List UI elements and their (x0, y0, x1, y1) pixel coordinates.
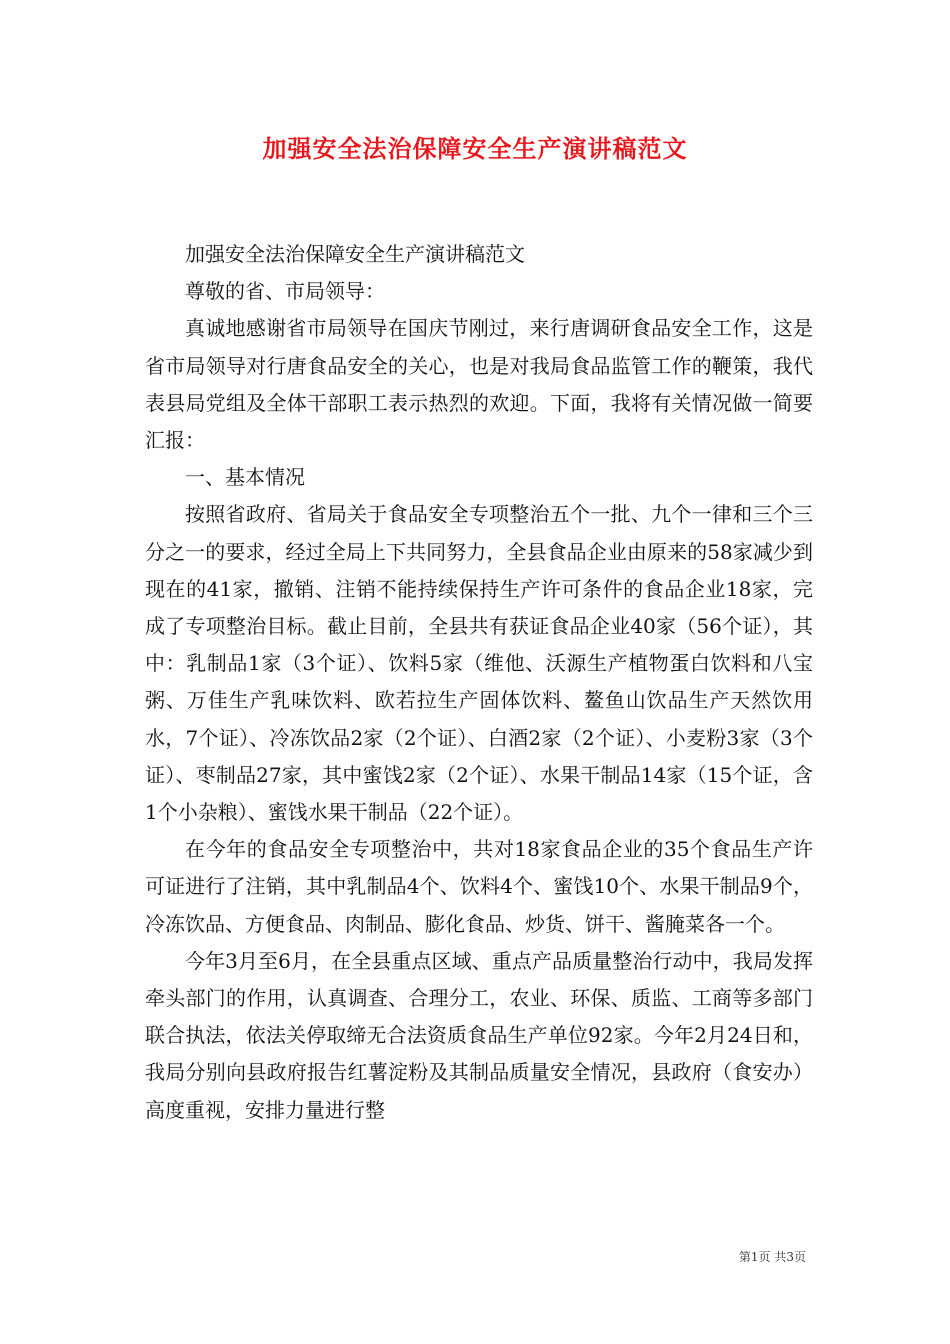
body-paragraph: 今年3月至6月，在全县重点区域、重点产品质量整治行动中，我局发挥牵头部门的作用，认真调查、合理分工，农业、环保、质监、工商等多部门联合执法，依法关停取缔无合法资质食品生产单位92家。今年2月24日和，我局分别向县政府报告红薯淀粉及其制品质量安全情况，县政府（食安办）高度重视，安排力量进行整 (145, 948, 813, 1122)
body-paragraph: 真诚地感谢省市局领导在国庆节刚过，来行唐调研食品安全工作，这是省市局领导对行唐食品安全的关心，也是对我局食品监管工作的鞭策，我代表县局党组及全体干部职工表示热烈的欢迎。下面，我将有关情况做一简要汇报： (145, 316, 813, 453)
page-title: 加强安全法治保障安全生产演讲稿范文 (262, 134, 688, 163)
body-paragraph-heading: 加强安全法治保障安全生产演讲稿范文 (185, 242, 525, 266)
page-number-footer: 第1页 共3页 (738, 1250, 806, 1264)
body-paragraph: 按照省政府、省局关于食品安全专项整治五个一批、九个一律和三个三分之一的要求，经过全局上下共同努力，全县食品企业由原来的58家减少到现在的41家，撤销、注销不能持续保持生产许可条件的食品企业18家，完成了专项整治目标。截止目前，全县共有获证食品企业40家（56个证），其中：乳制品1家（3个证）、饮料5家（维他、沃源生产植物蛋白饮料和八宝粥、万佳生产乳味饮料、欧若拉生产固体饮料、鳌鱼山饮品生产天然饮用水，7个证）、冷冻饮品2家（2个证）、白酒2家（2个证）、小麦粉3家（3个证）、枣制品27家，其中蜜饯2家（2个证）、水果干制品14家（15个证，含1个小杂粮）、蜜饯水果干制品（22个证）。 (145, 502, 813, 825)
document-body (145, 236, 813, 1129)
body-paragraph: 在今年的食品安全专项整治中，共对18家食品企业的35个食品生产许可证进行了注销，其中乳制品4个、饮料4个、蜜饯10个、水果干制品9个，冷冻饮品、方便食品、肉制品、膨化食品、炒货、饼干、酱腌菜各一个。 (145, 837, 813, 936)
section-heading: 一、基本情况 (185, 465, 305, 490)
body-paragraph-salutation: 尊敬的省、市局领导： (185, 279, 385, 304)
